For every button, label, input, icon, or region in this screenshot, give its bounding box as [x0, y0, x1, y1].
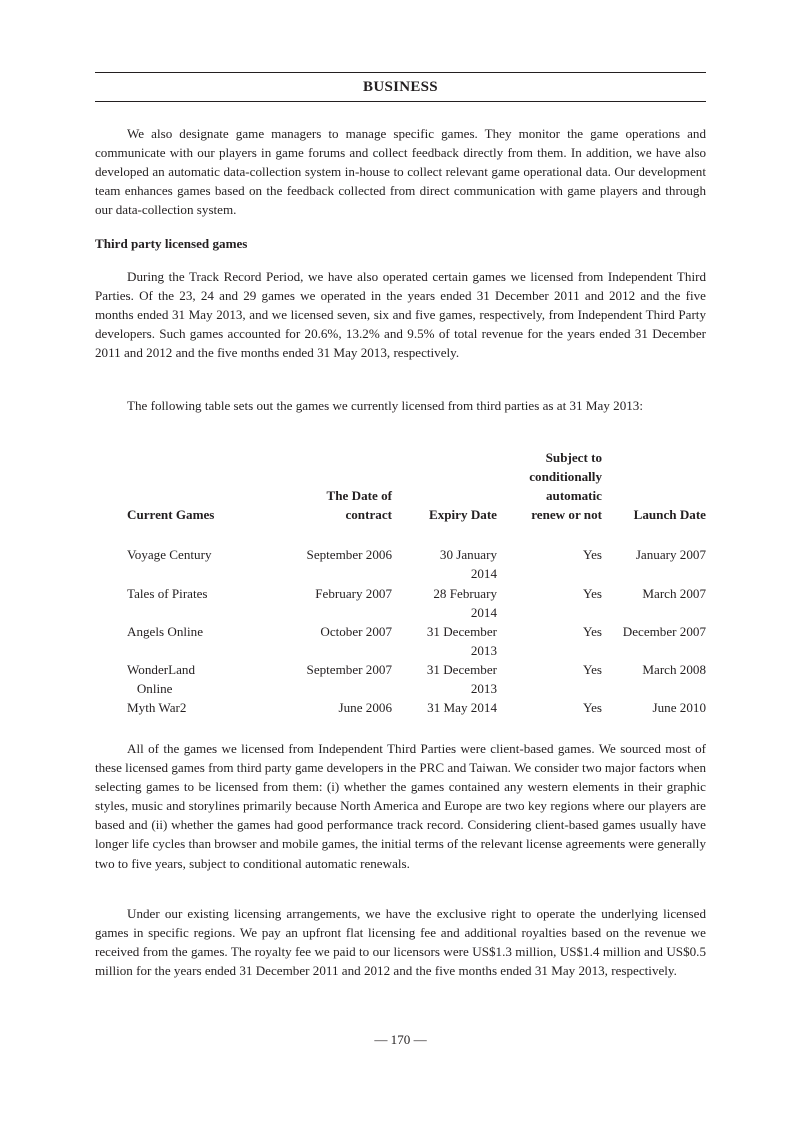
header-expiry-date: Expiry Date — [428, 507, 497, 523]
paragraph-game-managers: We also designate game managers to manage specific games. They monitor the game operations and communicate with our players in game forums and collect feedback directly from them. In addition, we have also developed an automatic data-collection system in-house to collect relevant game operational data. Our development team enhances games based on the feedback collected from direct communication with game players and through our data-collection system. — [95, 126, 706, 218]
cell-expiry: 31 May 2014 — [427, 700, 497, 716]
cell-launch: March 2008 — [642, 661, 706, 677]
header-current-games: Current Games — [127, 507, 215, 523]
header-contract-date: The Date of contract — [326, 488, 392, 523]
cell-game: Voyage Century — [127, 547, 212, 563]
cell-game: Angels Online — [127, 623, 204, 639]
cell-renew: Yes — [582, 661, 602, 677]
table-row — [95, 622, 706, 660]
cell-expiry: 30 January 2014 — [439, 547, 497, 582]
header-renewal: Subject to conditionally automatic renew or not — [529, 450, 602, 523]
cell-renew: Yes — [582, 623, 602, 639]
table-row — [95, 545, 706, 583]
paragraph-table-intro: The following table sets out the games we currently licensed from third parties as at 31 May 2013: — [127, 398, 643, 413]
cell-renew: Yes — [582, 700, 602, 716]
cell-launch: December 2007 — [622, 623, 706, 639]
page-number: — 170 — — [374, 1032, 427, 1047]
cell-game: Myth War2 — [127, 700, 187, 716]
cell-launch: June 2010 — [652, 700, 706, 716]
table-row — [95, 698, 706, 717]
header-bottom-rule — [95, 101, 706, 102]
licensed-games-table — [95, 448, 706, 717]
table-header-row — [95, 448, 706, 545]
header-launch-date: Launch Date — [633, 507, 706, 523]
cell-game: Tales of Pirates — [127, 585, 208, 601]
paragraph-client-based-games: All of the games we licensed from Independent Third Parties were client-based games. We sourced most of these licensed games from third party game developers in the PRC and Taiwan. We consider two major factors when selecting games to be licensed from them: (i) whether the games contained any western elements in their graphic styles, music and storylines primarily because North America and Europe are two key regions where our players are based and (ii) whether the games had good performance track record. Considering client-based games usually have longer life cycles than browser and mobile games, the initial terms of the relevant license agreements were generally two to five years, subject to conditional automatic renewals. — [95, 741, 706, 871]
cell-launch: March 2007 — [642, 585, 706, 601]
paragraph-licensed-games: During the Track Record Period, we have also operated certain games we licensed from Independent Third Parties. Of the 23, 24 and 29 games we operated in the years ended 31 December 2011 and 2012 and the five months ended 31 May 2013, and we licensed seven, six and five games, respectively, from Independent Third Party developers. Such games accounted for 20.6%, 13.2% and 9.5% of total revenue for the years ended 31 December 2011 and 2012 and the five months ended 31 May 2013, respectively. — [95, 269, 706, 361]
cell-contract: October 2007 — [320, 623, 392, 639]
cell-contract: September 2006 — [306, 547, 392, 563]
cell-contract: September 2007 — [306, 661, 392, 677]
paragraph-licensing-arrangements: Under our existing licensing arrangements, we have the exclusive right to operate the underlying licensed games in specific regions. We pay an upfront flat licensing fee and additional royalties based on the revenue we received from the games. The royalty fee we paid to our licensors were US$1.3 million, US$1.4 million and US$0.5 million for the years ended 31 December 2011 and 2012 and the five months ended 31 May 2013, respectively. — [95, 906, 706, 979]
table-row — [95, 584, 706, 622]
cell-expiry: 31 December 2013 — [426, 661, 497, 697]
section-heading: Third party licensed games — [95, 236, 248, 251]
header-top-rule — [95, 72, 706, 73]
table-row — [95, 660, 706, 698]
cell-contract: June 2006 — [338, 700, 392, 716]
cell-launch: January 2007 — [635, 547, 706, 563]
page-header: BUSINESS — [363, 79, 438, 95]
cell-renew: Yes — [582, 547, 602, 563]
cell-contract: February 2007 — [315, 585, 392, 601]
cell-game: WonderLand Online — [127, 661, 196, 697]
cell-expiry: 28 February 2014 — [433, 585, 497, 620]
cell-renew: Yes — [582, 585, 602, 601]
cell-expiry: 31 December 2013 — [426, 623, 497, 658]
